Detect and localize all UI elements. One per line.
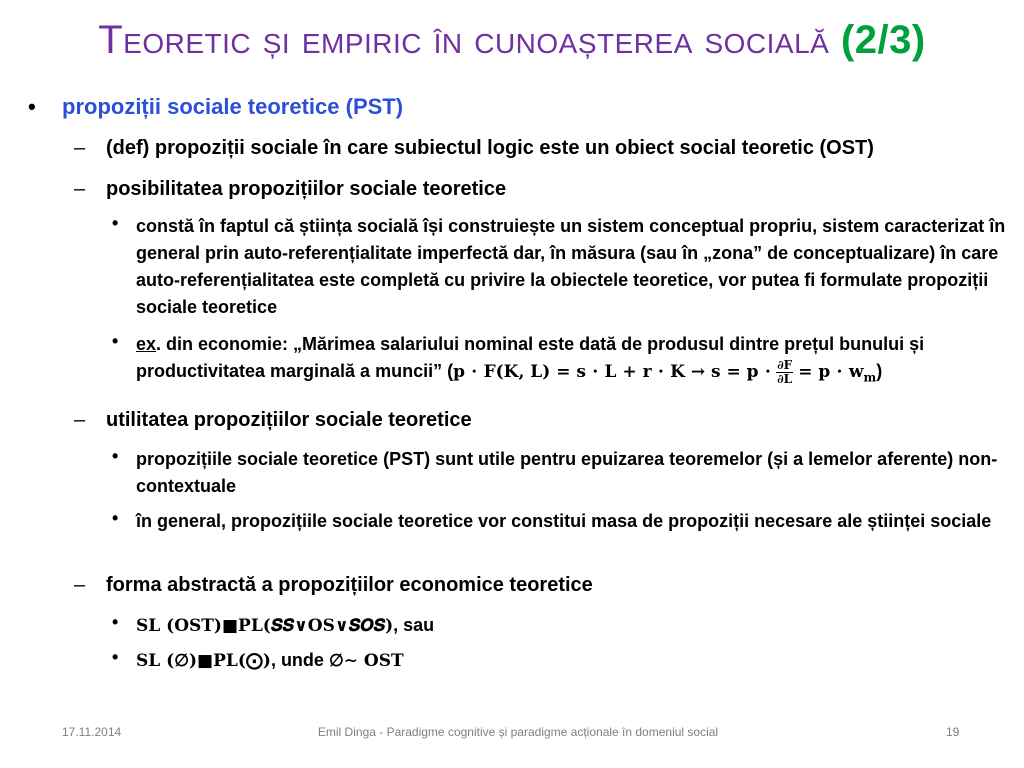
sub-item-text: (def) propoziții sociale în care subiectul logic este un obiect social teoretic (OST) (106, 137, 874, 159)
formula-mid: , unde (270, 650, 329, 670)
bullet-dot-icon: • (28, 94, 36, 119)
example-formula-end: = 𝐩 ⋅ 𝐰 (798, 362, 864, 382)
bullet-text (136, 331, 1012, 392)
dash-bullet-icon: – (74, 409, 86, 431)
bullet-text: constă în faptul că știința socială își construiește un sistem conceptual propriu, sistem caracterizat în general prin auto-referențialitate imperfectă dar, în măsura (sau în „zona” de conceptualizare) în care auto-referențialitatea este completă cu privire la obiectele teoretice, vor putea fi formulate propoziții sociale teoretice (136, 216, 1006, 317)
bullet-example (112, 331, 1012, 392)
bullet-dot-icon: • (112, 213, 119, 233)
footer-page-number: 19 (946, 725, 960, 739)
sub-item-text: posibilitatea propozițiilor sociale teoretice (106, 178, 507, 200)
bullet-in-general (112, 508, 1012, 535)
dash-bullet-icon: – (74, 137, 86, 159)
bullet-text: propozițiile sociale teoretice (PST) sunt utile pentru epuizarea teoremelor (și a lemelor aferente) non-contextuale (136, 449, 998, 496)
footer-author: Emil Dinga - Paradigme cognitive și paradigme acționale în domeniul social (317, 725, 719, 739)
bullet-formula-sl-ost (112, 612, 1012, 640)
bullet-dot-icon: • (112, 446, 119, 466)
formula-sl-ost: 𝐒𝐋 (𝐎𝐒𝐓)■𝐏𝐋(𝑺𝑺∨𝐎𝐒∨𝑺𝑶𝑺) (136, 616, 394, 636)
bullet-dot-icon: • (112, 331, 119, 351)
formula-empty-not-ost: ∅∼ 𝐎𝐒𝐓 (328, 651, 404, 671)
partial-fraction (776, 359, 793, 386)
example-text: . din economie: „Mărimea salariului nominal este dată de produsul dintre prețul bunului și productivitatea marginală a muncii” ( (136, 334, 925, 381)
sub-item-text: forma abstractă a propozițiilor economice teoretice (106, 574, 593, 596)
dash-bullet-icon: – (74, 178, 86, 200)
slide-title-text: Teoretic și empiric în cunoașterea socială (98, 18, 830, 62)
bullet-dot-icon: • (112, 612, 119, 632)
formula-tail: , sau (393, 615, 435, 635)
bullet-text: în general, propozițiile sociale teoretice vor constitui masa de propoziții necesare ale științei sociale (136, 511, 992, 531)
bullet-text (136, 647, 1012, 675)
bullet-dot-icon: • (112, 647, 119, 667)
bullet-pst-utile (112, 446, 1012, 500)
bullet-text: propoziții sociale teoretice (PST) (62, 94, 404, 119)
formula-close: ) (876, 361, 883, 381)
bullet-consta (112, 213, 1012, 321)
fraction-denominator: ∂𝐋 (777, 371, 793, 386)
formula-subscript: 𝐦 (863, 370, 877, 385)
footer-date: 17.11.2014 (62, 725, 122, 739)
slide-title (0, 18, 1024, 63)
example-label: ex (136, 334, 157, 354)
bullet-text (136, 612, 1012, 640)
formula-sl-empty: 𝐒𝐋 (∅)■𝐏𝐋(⨀) (136, 651, 271, 671)
dash-bullet-icon: – (74, 574, 86, 596)
example-formula: 𝐩 ⋅ 𝐅(𝐊, 𝐋) = 𝐬 ⋅ 𝐋 + 𝐫 ⋅ 𝐊 → 𝐬 = 𝐩 ⋅ (453, 362, 772, 382)
slide-title-number: (2/3) (840, 18, 926, 62)
bullet-formula-sl-empty (112, 647, 1012, 675)
fraction-numerator: ∂𝐅 (777, 357, 793, 372)
sub-item-text: utilitatea propozițiilor sociale teoretice (106, 409, 472, 431)
bullet-dot-icon: • (112, 508, 119, 528)
